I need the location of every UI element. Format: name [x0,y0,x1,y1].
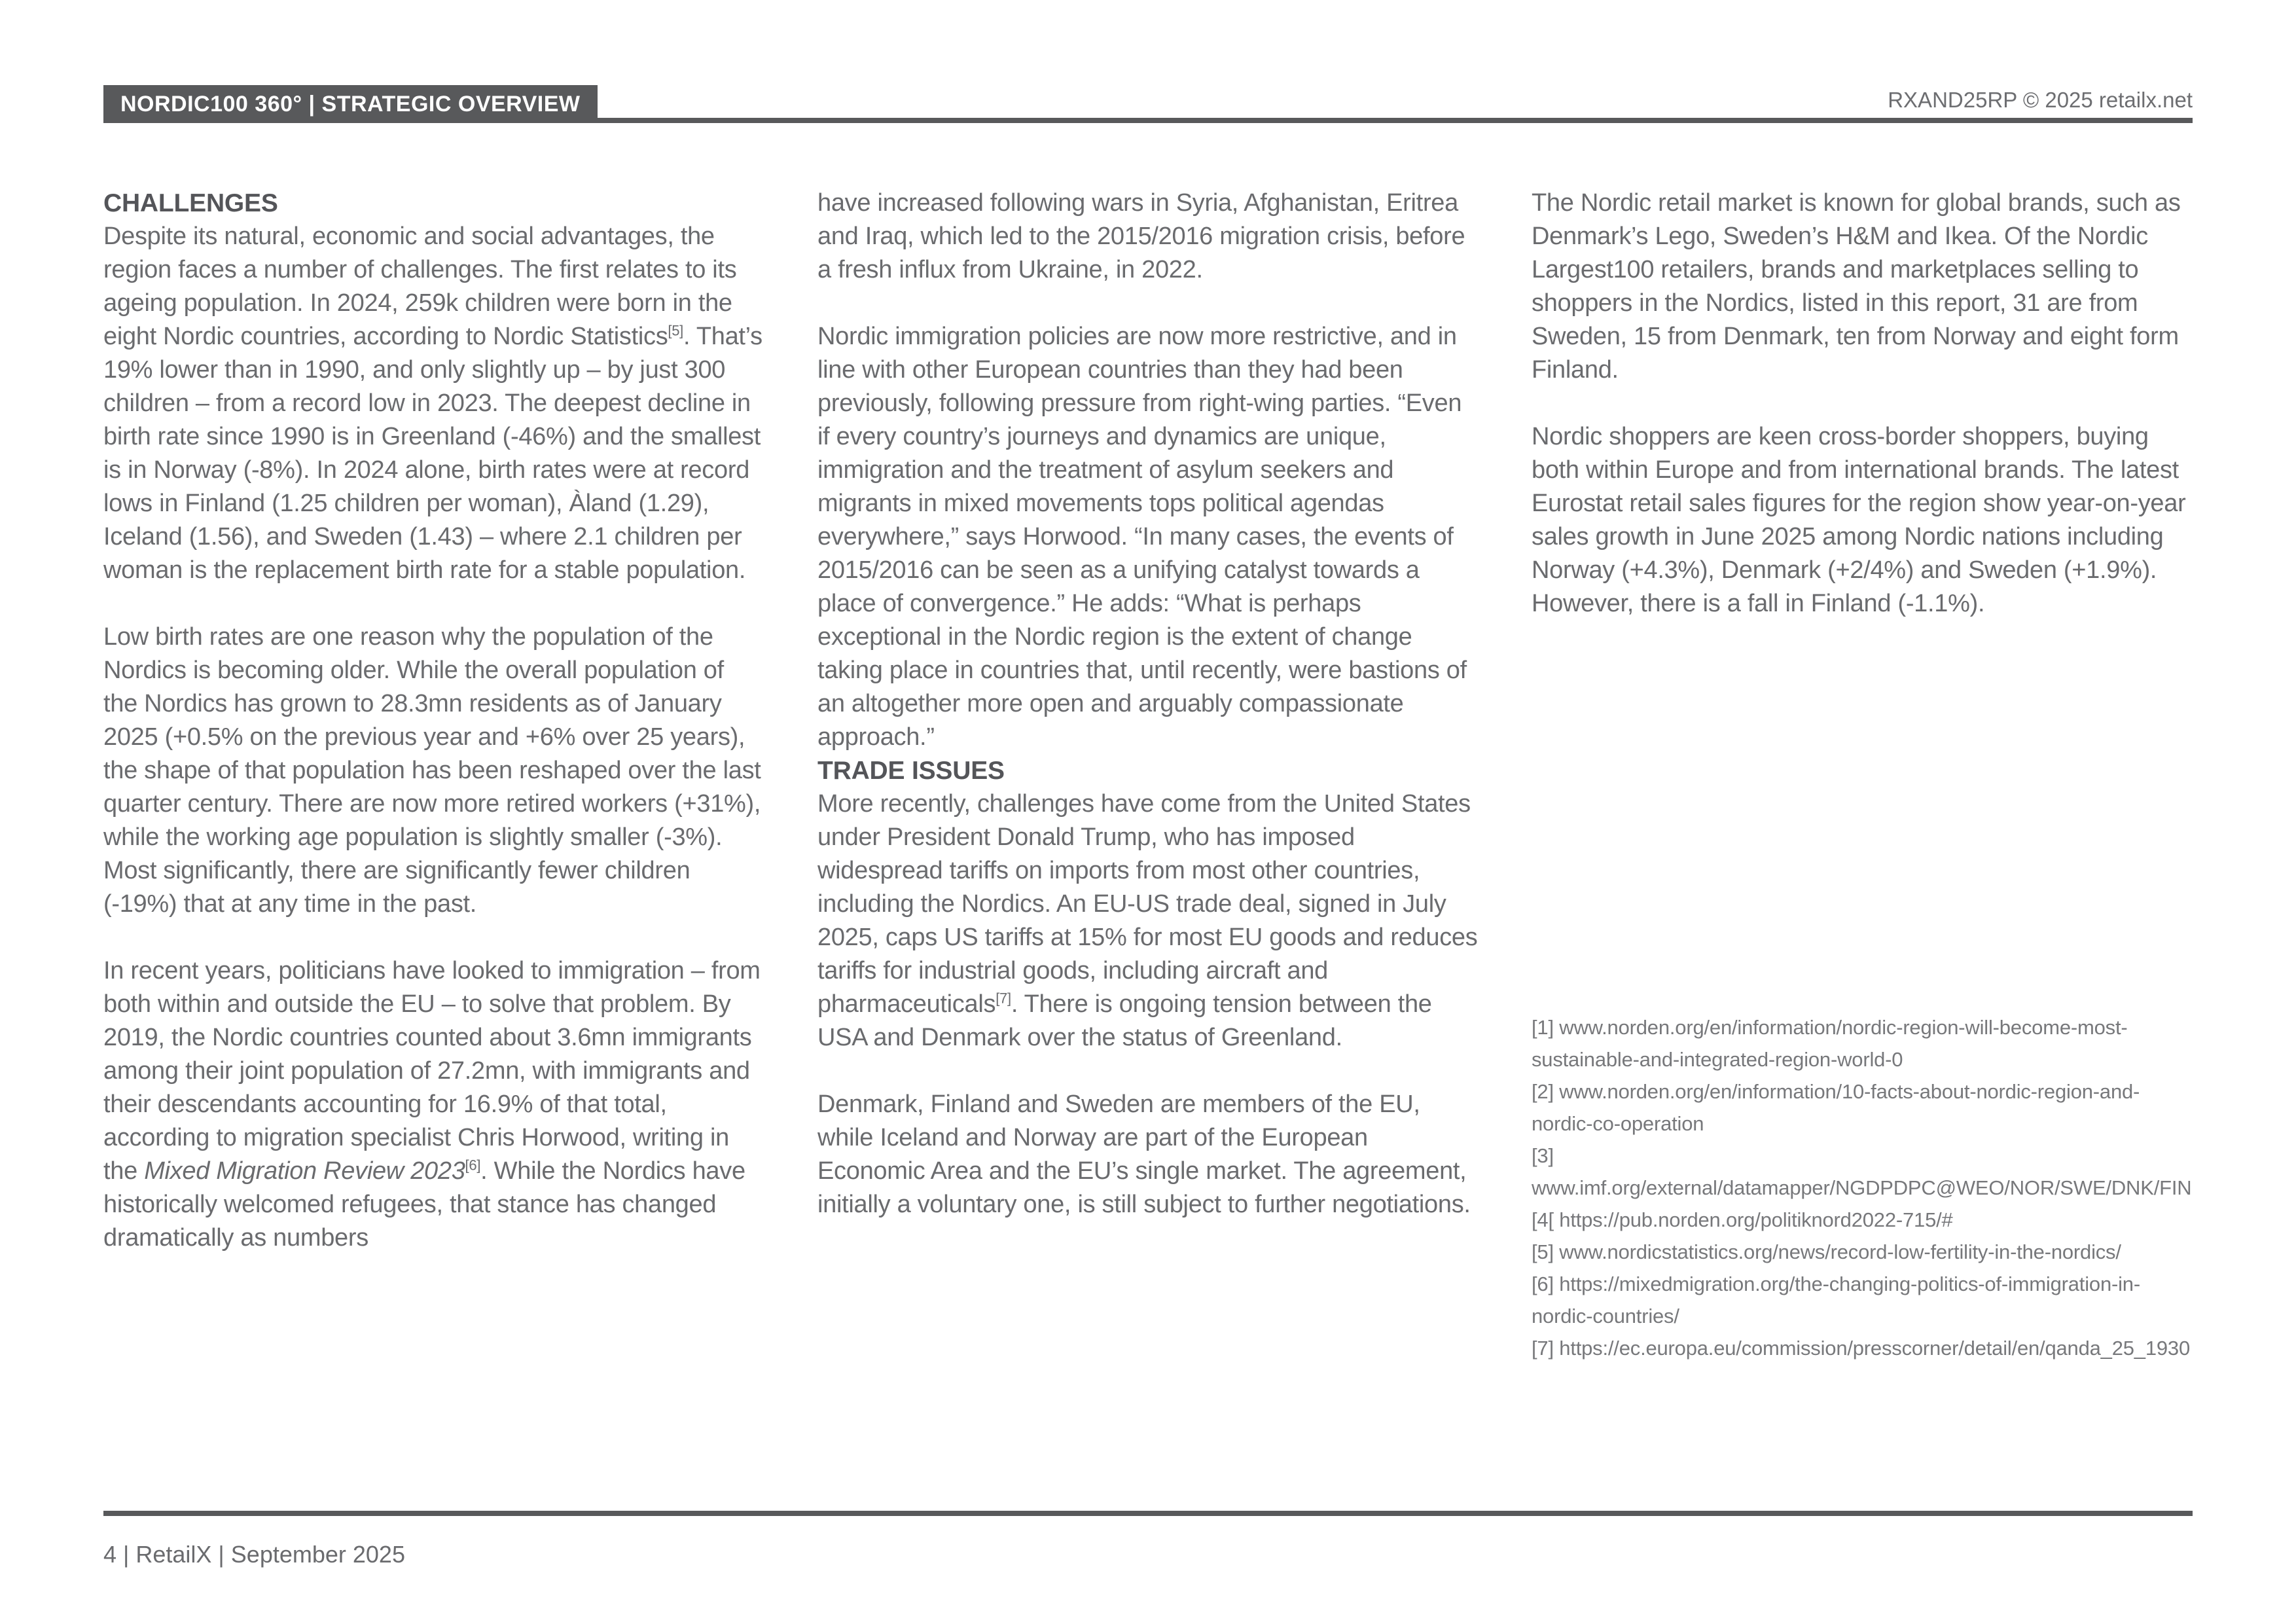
footnote: [6] https://mixedmigration.org/the-changing-politics-of-immigration-in-nordic-countries/ [1532,1272,2140,1327]
text-run: . While the Nordics have historically welcomed refugees, that stance has changed dramatically as numbers [103,1157,745,1252]
column-middle-text-top [817,187,1479,754]
text-run: have increased following wars in Syria, Afghanistan, Eritrea and Iraq, which led to the 2015/2016 migration crisis, before a fresh influx from Ukraine, in 2022. [817,189,1465,283]
column-right [1532,187,2193,1360]
paragraph [1532,187,2193,387]
paragraph [103,220,764,587]
footnote: [1] www.norden.org/en/information/nordic-region-will-become-most-sustainable-and-integrated-region-world-0 [1532,1016,2128,1071]
footnote-reference: [6] [465,1157,481,1174]
article-columns [103,187,2193,1360]
footnote: [2] www.norden.org/en/information/10-facts-about-nordic-region-and-nordic-co-operation [1532,1080,2140,1135]
text-run: . There is ongoing tension between the USA and Denmark over the status of Greenland. [817,990,1432,1051]
column-challenges [103,187,764,1255]
column-middle [817,187,1479,1255]
section-heading-trade-issues: TRADE ISSUES [817,757,1005,785]
footnotes-list [1532,1011,2193,1364]
footnote: [4[ https://pub.norden.org/politiknord2022-715/# [1532,1208,1953,1231]
column-right-text [1532,187,2193,621]
paragraph [103,954,764,1255]
text-run: Despite its natural, economic and social advantages, the region faces a number of challenges. The first relates to its ageing population. In 2024, 259k children were born in the eight Nordic countries, according to Nordic Statistics [103,223,737,350]
copyright-text: RXAND25RP © 2025 retailx.net [1888,88,2193,112]
page-footer: 4 | RetailX | September 2025 [103,1541,405,1568]
column-challenges-text [103,220,764,1255]
paragraph [1532,420,2193,621]
report-series-badge: NORDIC100 360° | STRATEGIC OVERVIEW [103,85,598,123]
text-run: Nordic shoppers are keen cross-border shoppers, buying both within Europe and from international brands. The latest Eurostat retail sales figures for the region show year-on-year sales growth in June 2025 among Nordic nations including Norway (+4.3%), Denmark (+2/4%) and Sweden (+1.9%). However, there is a fall in Finland (-1.1%). [1532,423,2186,617]
paragraph [817,1088,1479,1221]
footnote-reference: [7] [996,990,1011,1007]
footnote: [3] www.imf.org/external/datamapper/NGDPDPC@WEO/NOR/SWE/DNK/FIN [1532,1144,2192,1199]
section-heading-challenges: CHALLENGES [103,189,278,217]
text-run: Denmark, Finland and Sweden are members of the EU, while Iceland and Norway are part of the European Economic Area and the EU’s single market. The agreement, initially a voluntary one, is still subject to further negotiations. [817,1091,1471,1218]
paragraph [817,187,1479,287]
publication-title: Mixed Migration Review 2023 [144,1157,465,1185]
text-run: More recently, challenges have come from the United States under President Donald Trump, who has imposed widespread tariffs on imports from most other countries, including the Nordics. An EU-US trade deal, signed in July 2025, caps US tariffs at 15% for most EU goods and reduces tariffs for industrial goods, including aircraft and pharmaceuticals [817,790,1478,1018]
footnote: [5] www.nordicstatistics.org/news/record-low-fertility-in-the-nordics/ [1532,1240,2121,1263]
text-run: Low birth rates are one reason why the population of the Nordics is becoming older. While the overall population of the Nordics has grown to 28.3mn residents as of January 2025 (+0.5% on the previous year and +6% over 25 years), the shape of that population has been reshaped over the last quarter century. There are now more retired workers (+31%), while the working age population is slightly smaller (-3%). Most significantly, there are significantly fewer children (-19%) that at any time in the past. [103,623,761,918]
paragraph [817,787,1479,1055]
text-run: In recent years, politicians have looked to immigration – from both within and outside the EU – to solve that problem. By 2019, the Nordic countries counted about 3.6mn immigrants among their joint population of 27.2mn, with immigrants and their descendants accounting for 16.9% of that total, according to migration specialist Chris Horwood, writing in the [103,957,761,1185]
footnote: [7] https://ec.europa.eu/commission/presscorner/detail/en/qanda_25_1930 [1532,1337,2190,1360]
text-run: The Nordic retail market is known for global brands, such as Denmark’s Lego, Sweden’s H&M and Ikea. Of the Nordic Largest100 retailers, brands and marketplaces selling to shoppers in the Nordics, listed in this report, 31 are from Sweden, 15 from Denmark, ten from Norway and eight form Finland. [1532,189,2181,384]
text-run: Nordic immigration policies are now more restrictive, and in line with other European countries than they had been previously, following pressure from right-wing parties. “Even if every country’s journeys and dynamics are unique, immigration and the treatment of asylum seekers and migrants in mixed movements tops political agendas everywhere,” says Horwood. “In many cases, the events of 2015/2016 can be seen as a unifying catalyst towards a place of convergence.” He adds: “What is perhaps exceptional in the Nordic region is the extent of change taking place in countries that, until recently, were bastions of an altogether more open and arguably compassionate approach.” [817,323,1467,751]
footer-rule [103,1511,2193,1516]
column-middle-text-bottom [817,787,1479,1221]
text-run: . That’s 19% lower than in 1990, and only slightly up – by just 300 children – from a record low in 2023. The deepest decline in birth rate since 1990 is in Greenland (-46%) and the smallest is in Norway (-8%). In 2024 alone, birth rates were at record lows in Finland (1.25 children per woman), Àland (1.29), Iceland (1.56), and Sweden (1.43) – where 2.1 children per woman is the replacement birth rate for a stable population. [103,323,762,584]
footnote-reference: [5] [668,322,684,339]
paragraph [817,320,1479,754]
paragraph [103,621,764,921]
